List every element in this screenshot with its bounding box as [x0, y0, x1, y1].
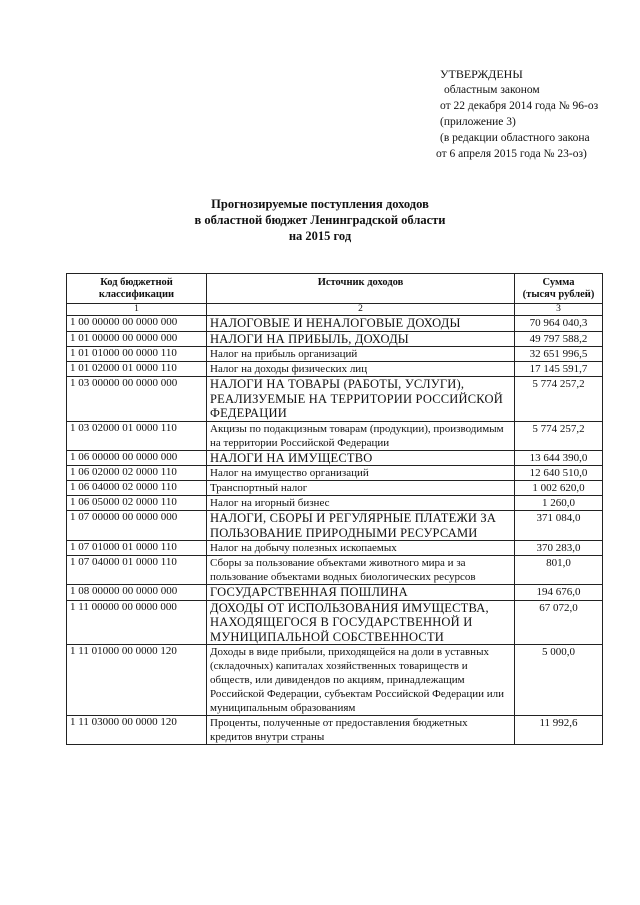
row-source: Налог на прибыль организаций [207, 347, 515, 362]
row-source: ДОХОДЫ ОТ ИСПОЛЬЗОВАНИЯ ИМУЩЕСТВА, НАХОДЯЩЕГОСЯ В ГОСУДАРСТВЕННОЙ И МУНИЦИПАЛЬНОЙ СОБСТВЕННОСТИ [207, 600, 515, 645]
row-code: 1 07 01000 01 0000 110 [67, 541, 207, 556]
table-header-row [67, 274, 603, 304]
table-row [67, 541, 603, 556]
row-amount: 17 145 591,7 [515, 362, 603, 377]
table-row [67, 362, 603, 377]
header-code-line-1: Код бюджетной [100, 277, 173, 288]
row-amount: 70 964 040,3 [515, 316, 603, 332]
header-code [67, 274, 207, 304]
row-amount: 801,0 [515, 556, 603, 585]
table-row [67, 347, 603, 362]
row-amount: 13 644 390,0 [515, 450, 603, 466]
table-body [67, 316, 603, 745]
header-code-line-2: классификации [98, 289, 175, 300]
row-code: 1 07 04000 01 0000 110 [67, 556, 207, 585]
table-row [67, 466, 603, 481]
title-line-2: в областной бюджет Ленинградской области [194, 213, 446, 227]
title-line-3: на 2015 год [288, 229, 352, 243]
row-amount: 5 774 257,2 [515, 377, 603, 422]
table-row [67, 556, 603, 585]
row-code: 1 11 01000 00 0000 120 [67, 645, 207, 716]
row-code: 1 01 01000 00 0000 110 [67, 347, 207, 362]
row-amount: 12 640 510,0 [515, 466, 603, 481]
table-row [67, 421, 603, 450]
row-source: НАЛОГОВЫЕ И НЕНАЛОГОВЫЕ ДОХОДЫ [207, 316, 515, 332]
row-source: НАЛОГИ НА ИМУЩЕСТВО [207, 450, 515, 466]
row-code: 1 08 00000 00 0000 000 [67, 585, 207, 601]
row-source: Налог на доходы физических лиц [207, 362, 515, 377]
approval-line-1: областным законом [444, 84, 540, 96]
row-code: 1 03 00000 00 0000 000 [67, 377, 207, 422]
row-code: 1 11 03000 00 0000 120 [67, 716, 207, 745]
table-row [67, 316, 603, 332]
row-amount: 1 002 620,0 [515, 481, 603, 496]
row-code: 1 11 00000 00 0000 000 [67, 600, 207, 645]
table-row [67, 450, 603, 466]
header-amount-line-1: Сумма [542, 277, 575, 288]
row-source: НАЛОГИ НА ТОВАРЫ (РАБОТЫ, УСЛУГИ), РЕАЛИЗУЕМЫЕ НА ТЕРРИТОРИИ РОССИЙСКОЙ ФЕДЕРАЦИИ [207, 377, 515, 422]
row-code: 1 06 00000 00 0000 000 [67, 450, 207, 466]
row-amount: 67 072,0 [515, 600, 603, 645]
row-source: Налог на имущество организаций [207, 466, 515, 481]
row-amount: 49 797 588,2 [515, 331, 603, 347]
table-row [67, 496, 603, 511]
column-number-row [67, 304, 603, 316]
row-amount: 370 283,0 [515, 541, 603, 556]
column-number-2: 2 [207, 304, 515, 316]
row-source: Акцизы по подакцизным товарам (продукции), производимым на территории Российской Федерации [207, 421, 515, 450]
row-amount: 32 651 996,5 [515, 347, 603, 362]
revenue-table [66, 273, 603, 745]
row-code: 1 01 00000 00 0000 000 [67, 331, 207, 347]
column-number-1: 1 [67, 304, 207, 316]
row-amount: 11 992,6 [515, 716, 603, 745]
row-source: Сборы за пользование объектами животного мира и за пользование объектами водных биологических ресурсов [207, 556, 515, 585]
row-code: 1 06 04000 02 0000 110 [67, 481, 207, 496]
table-row [67, 331, 603, 347]
row-source: НАЛОГИ НА ПРИБЫЛЬ, ДОХОДЫ [207, 331, 515, 347]
table-row [67, 600, 603, 645]
table-row [67, 716, 603, 745]
row-code: 1 01 02000 01 0000 110 [67, 362, 207, 377]
table-row [67, 481, 603, 496]
row-amount: 5 000,0 [515, 645, 603, 716]
document-title [0, 196, 640, 244]
approval-head: УТВЕРЖДЕНЫ [440, 67, 523, 81]
header-amount-line-2: (тысяч рублей) [522, 289, 595, 300]
row-code: 1 06 02000 02 0000 110 [67, 466, 207, 481]
row-source: Доходы в виде прибыли, приходящейся на доли в уставных (складочных) капиталах хозяйственных товариществ и обществ, или дивидендов по акциям, принадлежащим Российской Федерации, субъектам Российской Федерации или муниципальным образованиям [207, 645, 515, 716]
table-row [67, 377, 603, 422]
approval-line-3: (приложение 3) [440, 116, 516, 128]
row-source: НАЛОГИ, СБОРЫ И РЕГУЛЯРНЫЕ ПЛАТЕЖИ ЗА ПОЛЬЗОВАНИЕ ПРИРОДНЫМИ РЕСУРСАМИ [207, 511, 515, 541]
row-code: 1 03 02000 01 0000 110 [67, 421, 207, 450]
row-amount: 194 676,0 [515, 585, 603, 601]
row-source: Налог на добычу полезных ископаемых [207, 541, 515, 556]
table-row [67, 511, 603, 541]
table-row [67, 645, 603, 716]
row-amount: 371 084,0 [515, 511, 603, 541]
row-source: ГОСУДАРСТВЕННАЯ ПОШЛИНА [207, 585, 515, 601]
row-source: Транспортный налог [207, 481, 515, 496]
header-amount [515, 274, 603, 304]
title-line-1: Прогнозируемые поступления доходов [211, 197, 429, 211]
row-amount: 1 260,0 [515, 496, 603, 511]
row-amount: 5 774 257,2 [515, 421, 603, 450]
row-code: 1 07 00000 00 0000 000 [67, 511, 207, 541]
row-code: 1 06 05000 02 0000 110 [67, 496, 207, 511]
approval-stamp [436, 66, 599, 162]
header-source: Источник доходов [207, 274, 515, 304]
column-number-3: 3 [515, 304, 603, 316]
approval-line-5: от 6 апреля 2015 года № 23-оз) [436, 148, 587, 160]
row-source: Проценты, полученные от предоставления бюджетных кредитов внутри страны [207, 716, 515, 745]
row-code: 1 00 00000 00 0000 000 [67, 316, 207, 332]
table-row [67, 585, 603, 601]
approval-line-2: от 22 декабря 2014 года № 96-оз [440, 100, 599, 112]
approval-line-4: (в редакции областного закона [440, 132, 590, 144]
row-source: Налог на игорный бизнес [207, 496, 515, 511]
